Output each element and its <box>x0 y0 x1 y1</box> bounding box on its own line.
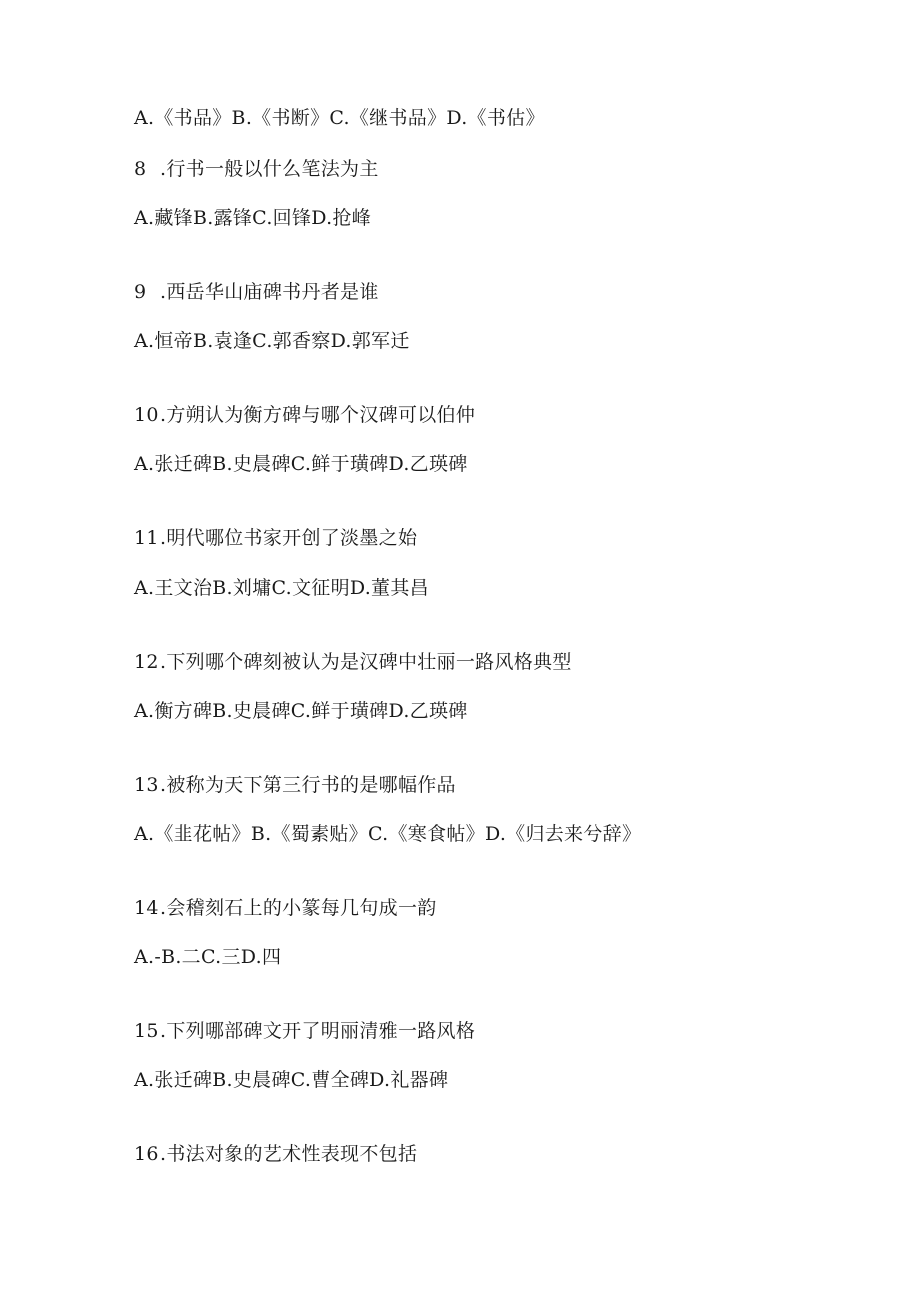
question-line <box>134 773 456 797</box>
question-number: 14 <box>134 897 159 919</box>
question-line <box>134 650 572 674</box>
options-text: A.恒帝B.袁逢C.郭香察D.郭军迁 <box>134 330 410 352</box>
question-line <box>134 526 417 550</box>
question-text: .书法对象的艺术性表现不包括 <box>160 1143 418 1165</box>
question-number: 16 <box>134 1143 159 1165</box>
options-text: A.衡方碑B.史晨碑C.鲜于璜碑D.乙瑛碑 <box>134 700 468 722</box>
question-number: 8 <box>134 158 147 180</box>
question-text: .方朔认为衡方碑与哪个汉碑可以伯仲 <box>160 404 476 426</box>
question-line <box>134 896 437 920</box>
options-line <box>134 1068 448 1092</box>
options-line <box>134 822 641 846</box>
question-text: .明代哪位书家开创了淡墨之始 <box>160 527 418 549</box>
question-text: .会稽刻石上的小篆每几句成一韵 <box>160 897 437 919</box>
options-line <box>134 699 468 723</box>
question-number: 10 <box>134 404 159 426</box>
question-text: .行书一般以什么笔法为主 <box>160 158 379 180</box>
options-line <box>134 106 545 130</box>
question-number: 15 <box>134 1020 159 1042</box>
question-number: 12 <box>134 651 159 673</box>
question-line <box>134 157 379 181</box>
options-line <box>134 206 371 230</box>
options-text: A.-B.二C.三D.四 <box>134 946 282 968</box>
options-text: A.藏锋B.露锋C.回锋D.抢峰 <box>134 207 372 229</box>
question-text: .下列哪个碑刻被认为是汉碑中壮丽一路风格典型 <box>160 651 572 673</box>
question-line <box>134 280 379 304</box>
options-line <box>134 945 281 969</box>
options-text: A.《韭花帖》B.《蜀素贴》C.《寒食帖》D.《归去来兮辞》 <box>134 823 642 845</box>
options-line <box>134 452 468 476</box>
question-text: .下列哪部碑文开了明丽清雅一路风格 <box>160 1020 476 1042</box>
question-text: .西岳华山庙碑书丹者是谁 <box>160 281 379 303</box>
options-line <box>134 329 410 353</box>
question-line <box>134 1142 417 1166</box>
question-text: .被称为天下第三行书的是哪幅作品 <box>160 774 456 796</box>
question-number: 13 <box>134 774 159 796</box>
options-text: A.张迁碑B.史晨碑C.曹全碑D.礼器碑 <box>134 1069 449 1091</box>
question-line <box>134 403 475 427</box>
question-number: 9 <box>134 281 147 303</box>
options-text: A.张迁碑B.史晨碑C.鲜于璜碑D.乙瑛碑 <box>134 453 468 475</box>
options-text: A.《书品》B.《书断》C.《继书品》D.《书估》 <box>134 107 545 129</box>
question-line <box>134 1019 475 1043</box>
options-text: A.王文治B.刘墉C.文征明D.董其昌 <box>134 577 429 599</box>
question-number: 11 <box>134 527 159 549</box>
options-line <box>134 576 429 600</box>
